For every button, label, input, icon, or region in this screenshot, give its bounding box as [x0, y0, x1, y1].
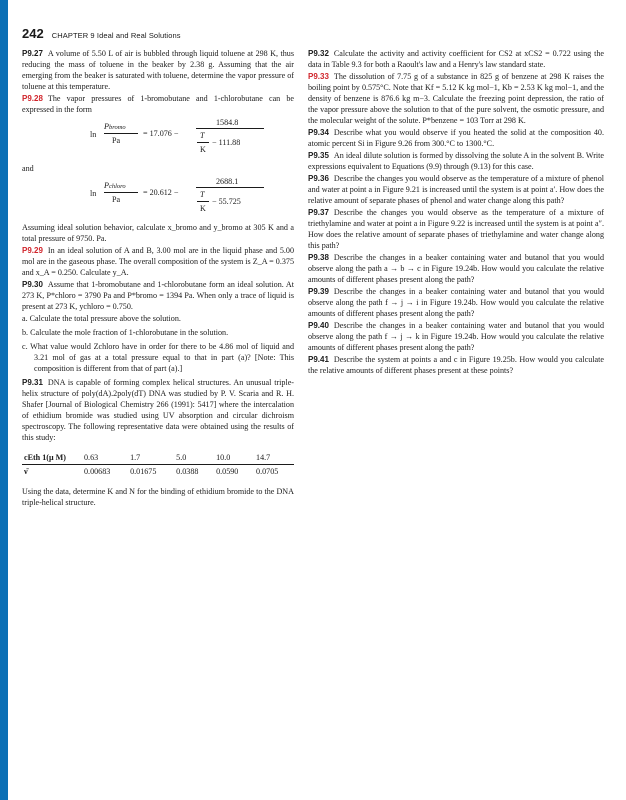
table-cell: 14.7 — [254, 451, 294, 465]
eq-sub: bromo — [108, 124, 126, 131]
eq-ln: ln — [90, 130, 97, 139]
table-cell: 0.00683 — [84, 467, 111, 476]
row-label: ν̄ — [24, 467, 28, 476]
table-cell: 10.0 — [214, 451, 254, 465]
problem-number: P9.41 — [308, 355, 329, 364]
problem-text: Assume that 1-bromobutane and 1-chlorobutane form an ideal solution. At 273 K, P*chloro = 3790 Pa and P*bromo = 1394 Pa. When only a trace of liquid is present at 273 K, ychloro = 0.750. — [22, 280, 294, 311]
part-c: c. What value would Zchloro have in order for there to be 4.86 mol of liquid and 3.21 mol of gas at a total pressure equal to that in part (a)? [Note: This composition is different from that of part (a).] — [22, 342, 294, 373]
table-cell: 0.0705 — [256, 467, 279, 476]
problem-text: Describe the changes in a beaker containing water and butanol that you would observe along the path a → b → c in Figure 19.24b. How would you calculate the relative amounts of different phases present along the path? — [308, 253, 604, 284]
problem-text: Describe the changes in a beaker containing water and butanol that you would observe along the path f → j → i in Figure 19.24b. How would you calculate the relative amounts of different phases present along the path? — [308, 287, 604, 318]
right-column — [308, 48, 604, 377]
left-column — [22, 48, 294, 509]
problem-9-33 — [308, 71, 604, 126]
eq-k: K — [200, 204, 206, 213]
and-text: and — [22, 164, 34, 173]
problem-number: P9.37 — [308, 208, 329, 217]
problem-9-39 — [308, 286, 604, 319]
problem-text: Describe the system at points a and c in Figure 19.25b. How would you calculate the relative amounts of different phases present at these points? — [308, 355, 604, 375]
eq-denominator: Pa — [112, 136, 121, 145]
problem-9-28-continued: Assuming ideal solution behavior, calculate x_bromo and y_bromo at 305 K and a total pressure of 9750. Pa. — [22, 223, 294, 243]
eq-frac-numerator: 2688.1 — [216, 177, 239, 186]
part-a: a. Calculate the total pressure above the solution. — [22, 314, 181, 323]
problem-number: P9.40 — [308, 321, 329, 330]
problem-text: Describe what you would observe if you heated the solid at the composition 40. atomic percent Si in Figure 9.26 from 300.°C to 1300.°C. — [308, 128, 604, 148]
problem-9-41 — [308, 354, 604, 376]
problem-text: An ideal dilute solution is formed by dissolving the solute A in the solvent B. Write expressions equivalent to Equations (9.9) through (9.13) for this case. — [308, 151, 604, 171]
problem-text: DNA is capable of forming complex helical structures. An unusual triple-helix structure of poly(dA).2poly(dT) DNA was studied by P. V. Scaria and R. H. Shafer [Journal of Biological Chemistry 266 (1991): 5417] where the intercalation of ethidium bromide was studied using UV absorption and circular dichroism spectroscopy. The following representative data were obtained using the results of this study: — [22, 378, 294, 442]
table-cell: 0.0388 — [176, 467, 199, 476]
eq-sub: chloro — [108, 183, 126, 190]
chapter-title: CHAPTER 9 Ideal and Real Solutions — [51, 31, 181, 40]
eq-p: P — [104, 181, 109, 190]
problem-number: P9.38 — [308, 253, 329, 262]
problem-text: A volume of 5.50 L of air is bubbled through liquid toluene at 298 K, thus reducing the mass of toluene in the beaker by 2.38 g. Assuming that the air emerging from the beaker is saturated with toluene, determine the vapor pressure of toluene at this temperature. — [22, 49, 294, 91]
problem-9-27 — [22, 48, 294, 92]
problem-text: The vapor pressures of 1-bromobutane and 1-chlorobutane can be expressed in the form — [22, 94, 294, 114]
table-cell: 0.0590 — [216, 467, 239, 476]
problem-number: P9.29 — [22, 246, 43, 255]
problem-9-30 — [22, 279, 294, 312]
problem-9-36 — [308, 173, 604, 206]
problem-number: P9.33 — [308, 72, 329, 81]
problem-number: P9.36 — [308, 174, 329, 183]
problem-text: Describe the changes you would observe as the temperature of a mixture of phenol and water at point a in Figure 9.21 is increased until the system is at point a′. How does the relative amount of separate phases of phenol and water change along this path? — [308, 174, 604, 205]
problem-text: Describe the changes in a beaker containing water and butanol that you would observe along the path f → j → k in Figure 19.24b. How would you calculate the relative amounts of different phases present along the path? — [308, 321, 604, 352]
problem-9-37 — [308, 207, 604, 251]
eq-ln: ln — [90, 189, 97, 198]
problem-number: P9.34 — [308, 128, 329, 137]
eq-numerator — [104, 180, 126, 192]
problem-text: In an ideal solution of A and B, 3.00 mol are in the liquid phase and 5.00 mol are in the gaseous phase. The overall composition of the system is Z_A = 0.375 and x_A = 0.250. Calculate y_A. — [22, 246, 294, 277]
problem-number: P9.32 — [308, 49, 329, 58]
equation-bromo — [22, 117, 294, 159]
problem-9-32 — [308, 48, 604, 70]
row-label: cEth 1(μ M) — [22, 451, 82, 465]
eq-constant: = 17.076 − — [143, 129, 179, 138]
problem-number: P9.31 — [22, 378, 43, 387]
table-cell: 1.7 — [128, 451, 174, 465]
eq-t: T — [200, 131, 205, 140]
eq-t: T — [200, 190, 205, 199]
eq-p: P — [104, 122, 109, 131]
problem-number: P9.28 — [22, 94, 43, 103]
eq-t-over-k — [200, 130, 205, 141]
problem-text: Calculate the activity and activity coefficient for CS2 at xCS2 = 0.722 using the data in Table 9.3 for both a Raoult's law and a Henry's law standard state. — [308, 49, 604, 69]
table-row — [22, 451, 294, 465]
problem-text: Describe the changes you would observe as the temperature of a mixture of triethylamine and water at point a in Figure 9.22 is increased until the system is at point a″. How does the relative amount of separate phases of triethylamine and water change along this path? — [308, 208, 604, 250]
problem-9-38 — [308, 252, 604, 285]
problem-9-34 — [308, 127, 604, 149]
problem-9-31-continued: Using the data, determine K and N for the binding of ethidium bromide to the DNA triple-helical structure. — [22, 487, 294, 507]
table-row — [22, 465, 294, 479]
page-edge-bar — [0, 0, 8, 800]
problem-9-28 — [22, 93, 294, 115]
part-b: b. Calculate the mole fraction of 1-chlorobutane in the solution. — [22, 328, 229, 337]
problem-text: The dissolution of 7.75 g of a substance in 825 g of benzene at 298 K raises the boiling point by 0.575°C. Note that Kf = 5.12 K kg mol−1, Kb = 2.53 K kg mol−1, and the density of benzene is 876.6 kg m−3. Calculate the freezing point depression, the ratio of the vapor pressure above the solution to that of the pure solvent, the osmotic pressure, and the molecular weight of the solute. P*benzene = 103 Torr at 298 K. — [308, 72, 604, 125]
binding-data-table — [22, 451, 294, 478]
problem-number: P9.30 — [22, 280, 43, 289]
eq-tail: − 111.88 — [212, 138, 241, 147]
table-cell: 5.0 — [174, 451, 214, 465]
eq-t-over-k — [200, 189, 205, 200]
table-cell: 0.01675 — [130, 467, 157, 476]
problem-9-31 — [22, 377, 294, 443]
problem-number: P9.27 — [22, 49, 43, 58]
running-header — [22, 26, 181, 44]
eq-numerator — [104, 121, 126, 133]
problem-number: P9.39 — [308, 287, 329, 296]
equation-chloro — [22, 176, 294, 218]
eq-tail: − 55.725 — [212, 197, 241, 206]
problem-9-35 — [308, 150, 604, 172]
table-cell: 0.63 — [82, 451, 128, 465]
problem-9-29 — [22, 245, 294, 278]
eq-frac-numerator: 1584.8 — [216, 118, 239, 127]
problem-9-30-parts — [22, 313, 294, 374]
eq-k: K — [200, 145, 206, 154]
eq-denominator: Pa — [112, 195, 121, 204]
problem-number: P9.35 — [308, 151, 329, 160]
page-number: 242 — [22, 26, 44, 41]
eq-constant: = 20.612 − — [143, 188, 179, 197]
problem-9-40 — [308, 320, 604, 353]
